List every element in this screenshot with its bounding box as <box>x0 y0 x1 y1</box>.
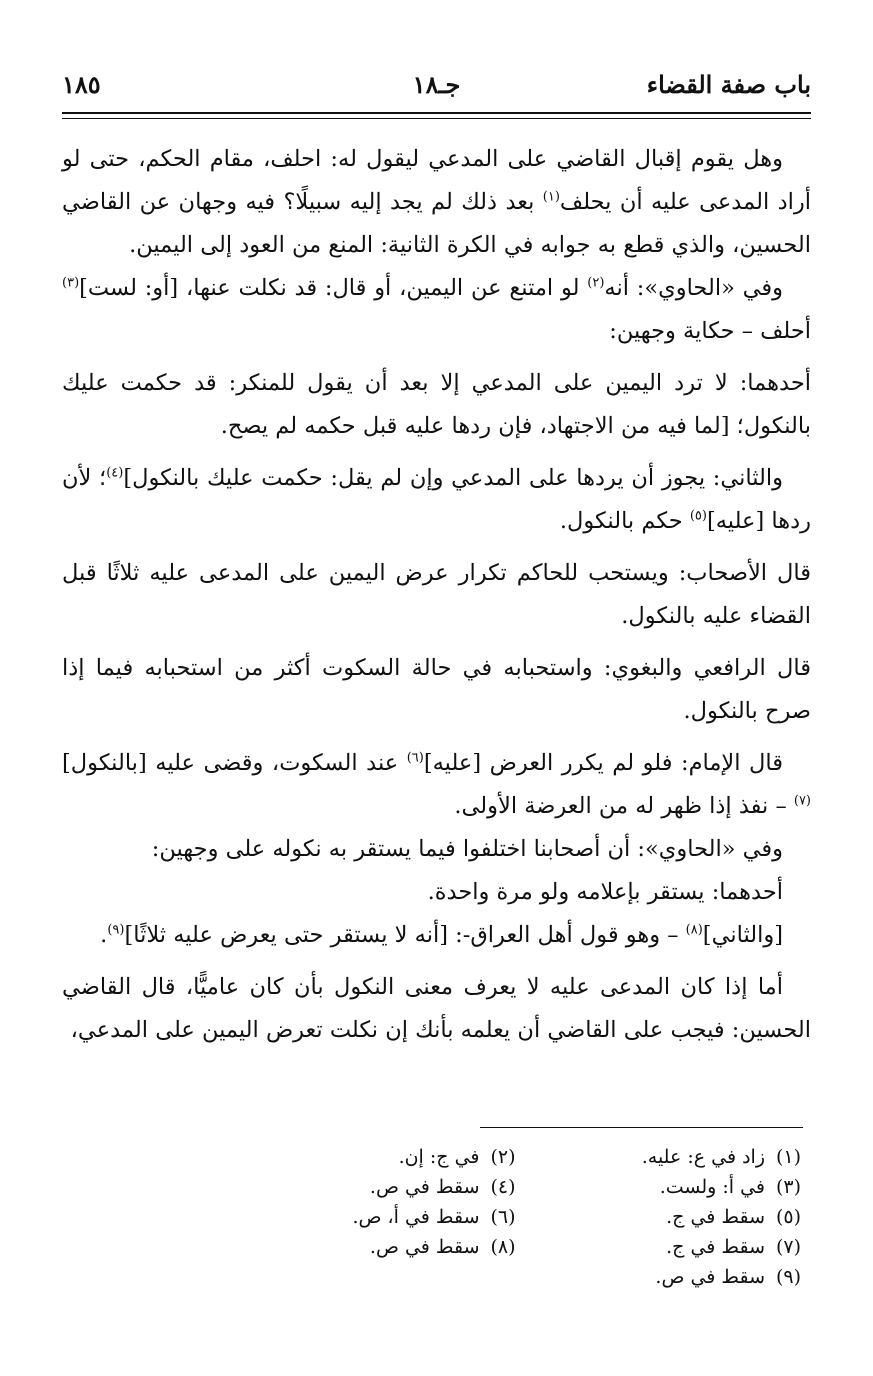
header-rule-thick <box>62 112 811 114</box>
footnote: (١)زاد في ع: عليه. <box>641 1146 801 1168</box>
footnote-ref[interactable]: (١) <box>542 189 560 205</box>
footnote-ref[interactable]: (٤) <box>106 465 124 481</box>
paragraph: وهل يقوم إقبال القاضي على المدعي ليقول له: احلف، مقام الحكم، حتى لو أراد المدعى عليه أن يحلف$^{(١)}$ بعد ذلك لم يجد إليه سبيلًا؟ فيه وجهان عن القاضي الحسين، والذي قطع به جوابه في الكرة الثانية: المنع من العود إلى اليمين. <box>62 146 811 258</box>
paragraph: [والثاني]$^{(٨)}$ – وهو قول أهل العراق-: [أنه لا يستقر حتى يعرض عليه ثلاثًا]$^{(٩)}$. <box>100 922 783 948</box>
footnote: (٤)سقط في ص. <box>369 1176 516 1198</box>
footnote: (٣)في أ: ولست. <box>659 1176 801 1198</box>
paragraph: قال الرافعي والبغوي: واستحبابه في حالة السكوت أكثر من استحبابه فيما إذا صرح بالنكول. <box>62 655 811 724</box>
footnote-ref[interactable]: (٩) <box>107 922 125 938</box>
paragraph: أحدهما: يستقر بإعلامه ولو مرة واحدة. <box>427 879 783 905</box>
paragraph: والثاني: يجوز أن يردها على المدعي وإن لم يقل: حكمت عليك بالنكول]$^{(٤)}$؛ لأن ردها [عليه]$^{(٥)}$ حكم بالنكول. <box>62 465 811 534</box>
running-header <box>62 70 811 110</box>
footnote-separator <box>480 1127 803 1128</box>
footnote: (٦)سقط في أ، ص. <box>352 1206 516 1228</box>
footnote-ref[interactable]: (٣) <box>62 275 80 291</box>
footnotes <box>230 1142 801 1292</box>
paragraph: وفي «الحاوي»: أنه$^{(٢)}$ لو امتنع عن اليمين، أو قال: قد نكلت عنها، [أو: لست]$^{(٣)}$ أحلف – حكاية وجهين: <box>62 275 811 344</box>
paragraph: أحدهما: لا ترد اليمين على المدعي إلا بعد أن يقول للمنكر: قد حكمت عليك بالنكول؛ [لما فيه من الاجتهاد، فإن ردها عليه قبل حكمه لم يصح. <box>62 370 811 439</box>
footnote-ref[interactable]: (٨) <box>685 922 703 938</box>
footnote-ref[interactable]: (٥) <box>689 508 707 524</box>
footnote: (٢)في ج: إن. <box>398 1146 516 1168</box>
footnote-ref[interactable]: (٧) <box>793 793 811 809</box>
footnote: (٩)سقط في ص. <box>655 1266 801 1288</box>
footnote-ref[interactable]: (٢) <box>587 275 605 291</box>
paragraph: أما إذا كان المدعى عليه لا يعرف معنى النكول بأن كان عاميًّا، قال القاضي الحسين: فيجب على القاضي أن يعلمه بأنك إن نكلت تعرض اليمين على المدعي، <box>62 974 811 1043</box>
footnote: (٥)سقط في ج. <box>666 1206 801 1228</box>
page-number: ١٨٥ <box>62 70 101 99</box>
paragraph: قال الإمام: فلو لم يكرر العرض [عليه]$^{(٦)}$ عند السكوت، وقضى عليه [بالنكول]$^{(٧)}$ – نفذ إذا ظهر له من العرضة الأولى. <box>62 750 811 819</box>
main-text <box>62 138 811 1052</box>
footnote: (٨)سقط في ص. <box>369 1236 516 1258</box>
paragraph: وفي «الحاوي»: أن أصحابنا اختلفوا فيما يستقر به نكوله على وجهين: <box>151 836 783 862</box>
footnote: (٧)سقط في ج. <box>666 1236 801 1258</box>
header-rule-thin <box>62 118 811 119</box>
volume-label: جـ١٨ <box>412 70 461 99</box>
chapter-title: باب صفة القضاء <box>646 70 811 99</box>
footnote-ref[interactable]: (٦) <box>406 750 424 766</box>
paragraph: قال الأصحاب: ويستحب للحاكم تكرار عرض اليمين على المدعى عليه ثلاثًا قبل القضاء عليه بالنكول. <box>62 560 811 629</box>
